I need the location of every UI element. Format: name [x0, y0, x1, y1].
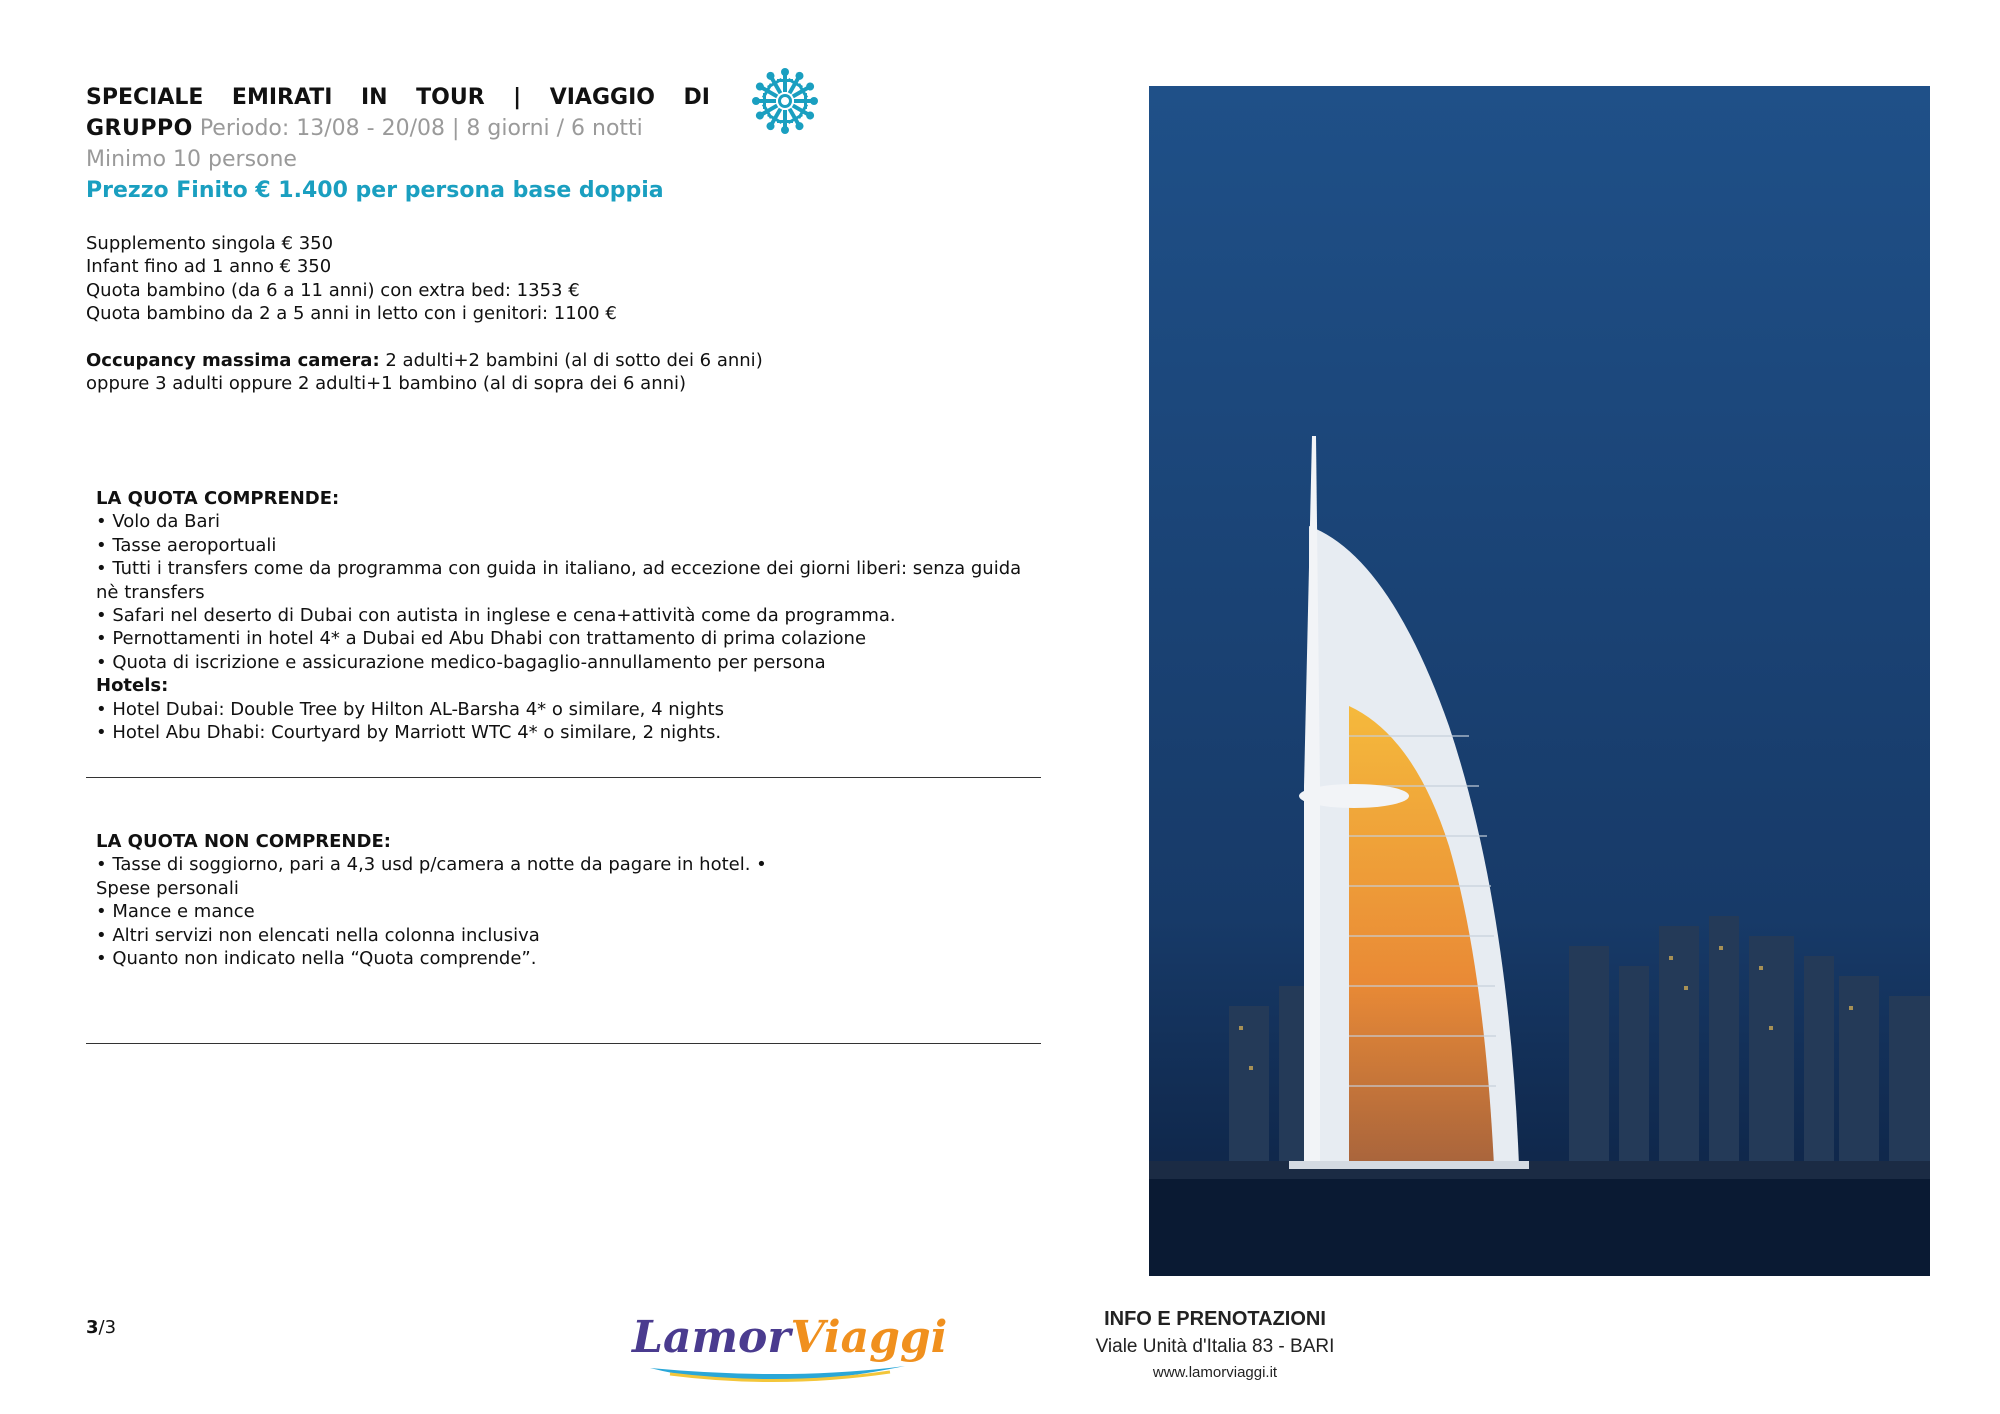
title-word: IN — [361, 85, 388, 110]
excludes-item: • Altri servizi non elencati nella colonna inclusiva — [96, 924, 540, 946]
excludes-item: Spese personali — [96, 877, 239, 899]
supplement-item: Quota bambino (da 6 a 11 anni) con extra bed: 1353 € — [86, 279, 580, 301]
hotel-item: • Hotel Dubai: Double Tree by Hilton AL-Barsha 4* o similare, 4 nights — [96, 698, 724, 720]
includes-item: • Tutti i transfers come da programma con guida in italiano, ad eccezione dei giorni liberi: senza guida nè transfers — [96, 558, 1022, 603]
includes-item: • Pernottamenti in hotel 4* a Dubai ed Abu Dhabi con trattamento di prima colazione — [96, 628, 867, 650]
hotels-heading: Hotels: — [96, 675, 169, 697]
supplement-item: Infant fino ad 1 anno € 350 — [86, 256, 332, 278]
includes-item: • Safari nel deserto di Dubai con autista in inglese e cena+attività come da programma. — [96, 605, 896, 627]
includes-heading: LA QUOTA COMPRENDE: — [96, 488, 340, 509]
logo-part-2: Viaggi — [790, 1312, 948, 1363]
info-heading: INFO E PRENOTAZIONI — [1104, 1308, 1326, 1330]
website-link[interactable]: www.lamorviaggi.it — [1152, 1364, 1278, 1381]
occupancy-text-1: 2 adulti+2 bambini (al di sotto dei 6 anni) — [379, 350, 763, 371]
title-line-2 — [86, 113, 710, 144]
page-current: 3 — [86, 1317, 99, 1338]
occupancy-line-2: oppure 3 adulti oppure 2 adulti+1 bambino (al di sopra dei 6 anni) — [86, 373, 687, 395]
title-word: | — [513, 85, 522, 110]
title-block — [86, 82, 710, 206]
hotel-item: • Hotel Abu Dhabi: Courtyard by Marriott WTC 4* o similare, 2 nights. — [96, 722, 722, 744]
occupancy-block — [86, 349, 763, 396]
supplement-item: Quota bambino da 2 a 5 anni in letto con i genitori: 1100 € — [86, 303, 617, 325]
supplements-list — [86, 232, 617, 326]
divider — [86, 1043, 1041, 1044]
title-word: SPECIALE — [86, 85, 204, 110]
excludes-item: • Mance e mance — [96, 901, 255, 923]
minimum-text: Minimo 10 persone — [86, 147, 297, 172]
page-total: /3 — [98, 1317, 117, 1338]
logo-wordmark — [632, 1310, 947, 1366]
title-word: TOUR — [416, 85, 485, 110]
period-text: Periodo: 13/08 - 20/08 | 8 giorni / 6 notti — [199, 116, 643, 141]
excludes-section — [96, 830, 1026, 970]
excludes-item: • Tasse di soggiorno, pari a 4,3 usd p/camera a notte da pagare in hotel. • — [96, 854, 767, 876]
supplement-item: Supplemento singola € 350 — [86, 233, 334, 254]
price-text: Prezzo Finito € 1.400 per persona base doppia — [86, 178, 664, 203]
logo-part-1: Lamor — [632, 1312, 791, 1363]
occupancy-line-1 — [86, 349, 763, 372]
divider — [86, 777, 1041, 778]
includes-item: • Volo da Bari — [96, 511, 220, 533]
title-word: DI — [683, 85, 710, 110]
title-line-1 — [86, 82, 710, 113]
info-block — [1080, 1305, 1350, 1385]
company-logo — [630, 1306, 948, 1386]
title-word: VIAGGIO — [549, 85, 655, 110]
includes-section — [96, 487, 1026, 744]
snowflake-icon — [750, 66, 820, 136]
address-text: Viale Unità d'Italia 83 - BARI — [1095, 1336, 1335, 1357]
occupancy-label: Occupancy massima camera: — [86, 350, 380, 371]
title-gruppo: GRUPPO — [86, 116, 193, 141]
burj-al-arab-photo — [1149, 86, 1930, 1276]
excludes-heading: LA QUOTA NON COMPRENDE: — [96, 831, 391, 852]
includes-item: • Quota di iscrizione e assicurazione medico-bagaglio-annullamento per persona — [96, 651, 826, 673]
title-word: EMIRATI — [231, 85, 333, 110]
includes-item: • Tasse aeroportuali — [96, 534, 277, 556]
excludes-item: • Quanto non indicato nella “Quota comprende”. — [96, 948, 537, 970]
page-number — [86, 1317, 116, 1338]
